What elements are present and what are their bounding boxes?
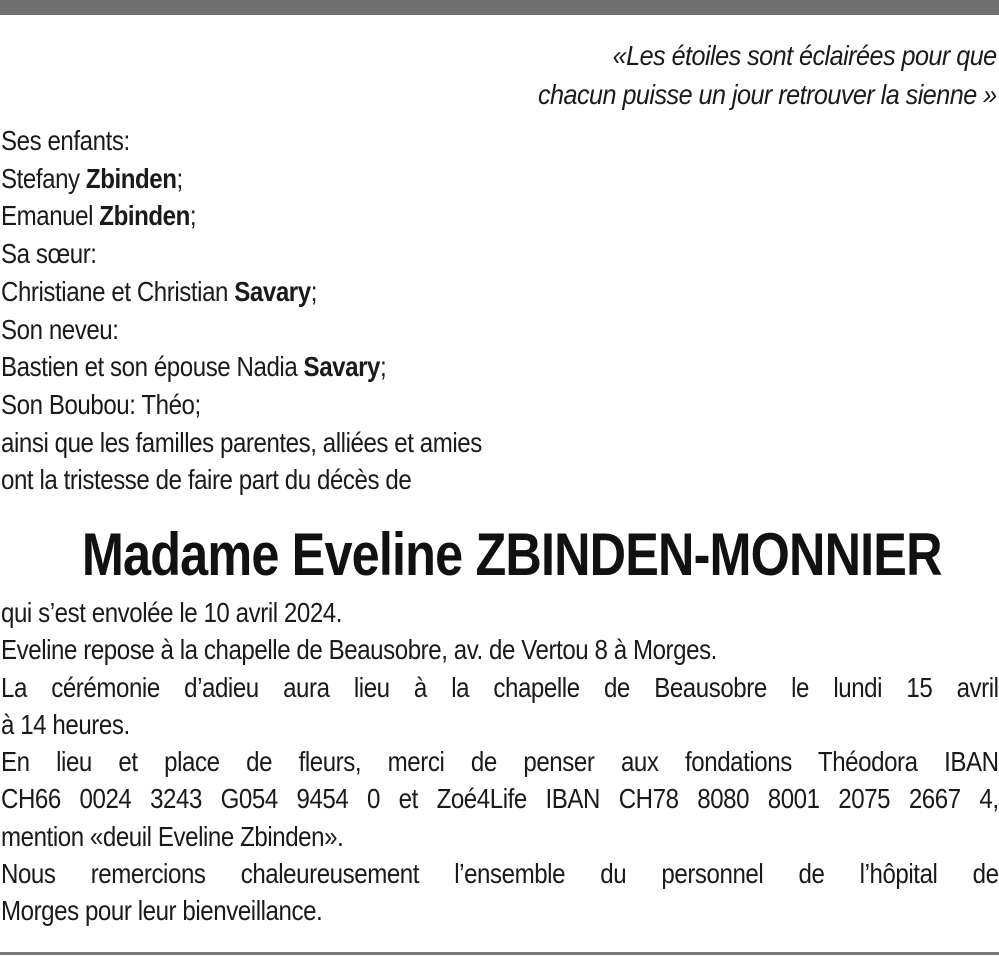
details-line: mention «deuil Eveline Zbinden». — [1, 820, 344, 852]
boubou-entry: Son Boubou: Théo; — [1, 388, 201, 420]
details-line: Nous remercions chaleureusement l’ensemble du personnel de l’hôpital de — [1, 858, 999, 890]
bottom-border-rule — [0, 952, 999, 955]
families-line: ainsi que les familles parentes, alliées et amies — [1, 426, 482, 458]
deceased-name: Madame Eveline ZBINDEN-MONNIER — [81, 521, 942, 588]
nephew-last-name: Savary — [303, 351, 380, 383]
sister-entry — [1, 273, 482, 311]
child-last-name: Zbinden — [99, 200, 190, 232]
nephew-entry — [1, 348, 482, 386]
sister-first-names: Christiane et Christian — [1, 275, 235, 307]
sister-last-name: Savary — [234, 275, 311, 307]
details-line: CH66 0024 3243 G054 9454 0 et Zoé4Life IBAN CH78 8080 8001 2075 2667 4, — [1, 783, 999, 815]
child-entry — [1, 197, 482, 235]
separator: ; — [310, 275, 317, 307]
details-line: Morges pour leur bienveillance. — [1, 895, 323, 927]
sister-heading: Sa sœur: — [1, 238, 97, 270]
separator: ; — [176, 162, 183, 194]
child-first-name: Emanuel — [1, 200, 100, 232]
details-line: à 14 heures. — [1, 708, 130, 740]
separator: ; — [379, 351, 387, 383]
details-line: En lieu et place de fleurs, merci de penser aux fondations Théodora IBAN — [1, 746, 999, 778]
details-line: qui s’est envolée le 10 avril 2024. — [1, 597, 343, 628]
family-announcement — [1, 122, 482, 499]
top-border-rule — [0, 0, 999, 15]
announce-line: ont la tristesse de faire part du décès de — [1, 464, 412, 496]
details-line: Eveline repose à la chapelle de Beausobre, av. de Vertou 8 à Morges. — [1, 634, 717, 666]
nephew-first-names: Bastien et son épouse Nadia — [1, 351, 304, 383]
deceased-name-heading — [0, 520, 999, 590]
child-last-name: Zbinden — [85, 162, 177, 194]
quote-line-2: chacun puisse un jour retrouver la sienne » — [538, 79, 997, 110]
child-entry — [1, 160, 482, 198]
details-line: La cérémonie d’adieu aura lieu à la chapelle de Beausobre le lundi 15 avril — [1, 671, 999, 703]
epigraph-quote — [538, 36, 997, 114]
funeral-details — [1, 594, 999, 930]
quote-line-1: «Les étoiles sont éclairées pour que — [612, 40, 997, 71]
children-heading: Ses enfants: — [1, 125, 130, 156]
nephew-heading: Son neveu: — [1, 313, 119, 345]
child-first-name: Stefany — [1, 162, 86, 194]
separator: ; — [189, 200, 197, 232]
